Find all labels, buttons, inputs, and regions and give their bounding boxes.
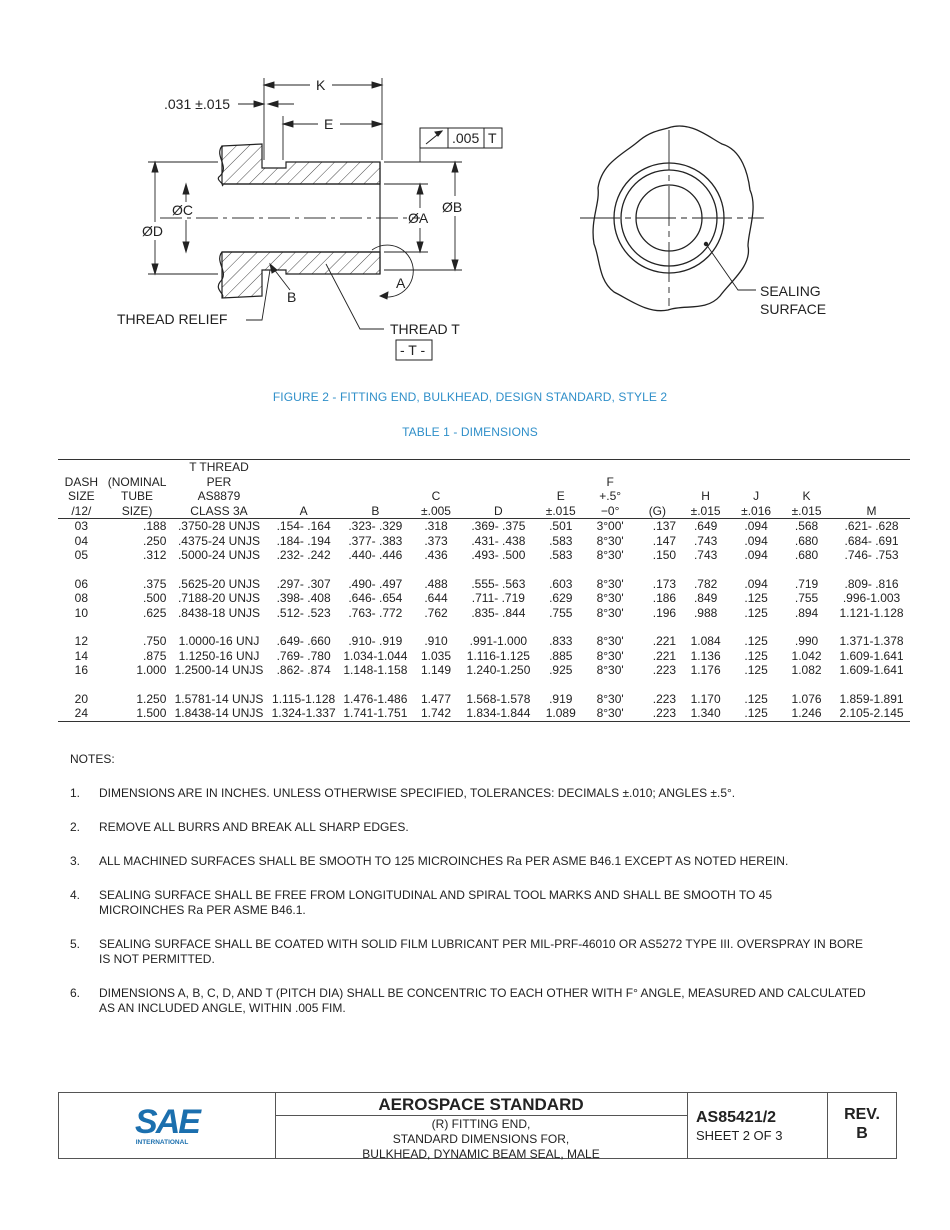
table-row <box>58 634 910 649</box>
table-cell: .196 <box>652 605 677 620</box>
table-cell: .746- .753 <box>844 548 899 562</box>
title-block <box>58 1092 897 1159</box>
group-spacer <box>58 563 910 577</box>
table-cell: 1.834-1.844 <box>466 706 531 720</box>
table-cell: 8°30' <box>596 634 624 648</box>
note-item <box>70 786 870 801</box>
table-cell: .323- .329 <box>348 519 403 533</box>
standard-heading: AEROSPACE STANDARD <box>275 1093 687 1116</box>
figure-caption: FIGURE 2 - FITTING END, BULKHEAD, DESIGN STANDARD, STYLE 2 <box>272 390 668 404</box>
table-cell: .184- .194 <box>276 533 331 548</box>
table-cell: .094 <box>744 576 768 591</box>
table-cell: .125 <box>744 691 768 706</box>
table-cell: 1.076 <box>791 691 822 706</box>
note-text: REMOVE ALL BURRS AND BREAK ALL SHARP EDGES. <box>99 820 409 834</box>
label-e: E <box>324 116 334 132</box>
table-cell: .988 <box>693 605 718 620</box>
table-cell: 1.115-1.128 <box>272 691 336 706</box>
table-cell: 1.476-1.486 <box>343 691 408 706</box>
table-cell: .312 <box>143 548 167 562</box>
table-cell: 1.324-1.337 <box>271 706 336 720</box>
sae-logo-text: SAE <box>135 1103 199 1141</box>
table-cell: 03 <box>74 519 89 533</box>
title-cell <box>275 1093 688 1161</box>
table-cell: .910 <box>424 634 448 648</box>
table-cell: .398- .408 <box>276 591 331 605</box>
document-number: AS85421/2 <box>696 1109 777 1126</box>
table-cell: .8438-18 UNJS <box>177 605 260 620</box>
table-cell: 1.2500-14 UNJS <box>174 663 264 677</box>
table-cell: .125 <box>744 648 768 663</box>
table-cell: .555- .563 <box>471 576 526 591</box>
table-cell: .490- .497 <box>348 576 403 591</box>
table-cell: 1.082 <box>791 663 822 677</box>
table-cell: .4375-24 UNJS <box>177 533 260 548</box>
table-cell: 8°30' <box>596 663 624 677</box>
table-row <box>58 663 910 678</box>
col-h: H ±.015 <box>690 489 721 518</box>
table-cell: 1.246 <box>791 706 822 720</box>
table-cell: .223 <box>652 663 677 677</box>
table-cell: .154- .164 <box>276 519 331 533</box>
table-cell: .910- .919 <box>348 634 403 648</box>
table-cell: .644 <box>424 591 448 605</box>
table-cell: .125 <box>744 663 768 677</box>
group-spacer <box>58 620 910 634</box>
table-cell: 8°30' <box>596 706 624 720</box>
table-cell: 06 <box>74 576 89 591</box>
label-dia-c: ØC <box>172 202 193 218</box>
table-cell: .5000-24 UNJS <box>177 548 260 562</box>
table-cell: 1.0000-16 UNJ <box>178 634 260 648</box>
label-dia-a: ØA <box>408 210 429 226</box>
label-datum-t: - T - <box>400 342 426 358</box>
table-cell: 1.042 <box>791 648 822 663</box>
table-cell: .568 <box>794 519 819 533</box>
note-text: ALL MACHINED SURFACES SHALL BE SMOOTH TO 125 MICROINCHES Ra PER ASME B46.1 EXCEPT AS NOTED HEREIN. <box>99 854 789 868</box>
table-cell: 05 <box>74 548 89 562</box>
notes-section <box>70 752 870 1035</box>
table-cell: 1.084 <box>690 634 721 648</box>
table-cell: 1.609-1.641 <box>839 648 904 663</box>
group-spacer <box>58 678 910 692</box>
table-cell: 1.741-1.751 <box>343 706 408 720</box>
table-cell: .512- .523 <box>276 605 331 620</box>
table-cell: .833 <box>549 634 573 648</box>
sae-logo-sub: INTERNATIONAL <box>135 1139 189 1146</box>
table-cell: .750 <box>143 634 167 648</box>
table-cell: .809- .816 <box>844 576 899 591</box>
table-cell: .743 <box>693 548 718 562</box>
table-row <box>58 534 910 549</box>
col-g: (G) <box>648 503 667 518</box>
table-cell: .186 <box>652 591 677 605</box>
table-cell: .875 <box>143 648 167 663</box>
table-cell: .232- .242 <box>276 548 331 562</box>
table-cell: .440- .446 <box>348 548 403 562</box>
table-cell: .377- .383 <box>348 533 403 548</box>
label-k: K <box>316 77 326 93</box>
table-cell: 8°30' <box>596 548 624 562</box>
note-number: 2. <box>70 820 81 834</box>
table-cell: .250 <box>143 533 167 548</box>
table-cell: .629 <box>549 591 573 605</box>
fcf-datum: T <box>488 130 497 146</box>
table-cell: .849 <box>693 591 718 605</box>
note-text: DIMENSIONS A, B, C, D, AND T (PITCH DIA) SHALL BE CONCENTRIC TO EACH OTHER WITH F° ANGLE, MEASURED AND CALCULATED AS AN INCLUDED ANGLE, WITHIN .005 FIM. <box>99 986 866 1015</box>
note-text: SEALING SURFACE SHALL BE FREE FROM LONGITUDINAL AND SPIRAL TOOL MARKS AND SHALL BE SMOOTH TO 45 MICROINCHES Ra PER ASME B46.1. <box>99 888 773 917</box>
table-cell: .297- .307 <box>276 576 331 591</box>
note-item <box>70 854 870 869</box>
table-cell: .711- .719 <box>471 591 525 605</box>
table-cell: .621- .628 <box>844 519 899 533</box>
table-cell: .991-1.000 <box>469 634 528 648</box>
table-cell: 8°30' <box>596 605 624 620</box>
lower-wall-section <box>222 252 380 298</box>
table-cell: .488 <box>424 576 448 591</box>
document-cell <box>687 1093 828 1158</box>
label-a: A <box>396 275 406 291</box>
label-relief-dim: .031 ±.015 <box>164 96 231 112</box>
table-cell: 1.477 <box>420 691 452 706</box>
table-cell: .680 <box>794 533 819 548</box>
note-number: 5. <box>70 937 81 951</box>
table-cell: .500 <box>143 591 167 605</box>
table-cell: 3°00' <box>596 519 624 533</box>
note-item <box>70 820 870 835</box>
label-sealing: SEALING <box>760 283 821 299</box>
table-cell: .223 <box>652 691 677 706</box>
table-cell: 1.035 <box>420 648 452 663</box>
table-cell: 8°30' <box>596 691 624 706</box>
table-cell: .137 <box>652 519 677 533</box>
table-cell: .646- .654 <box>348 591 403 605</box>
table-row <box>58 591 910 606</box>
table-cell: 1.5781-14 UNJS <box>174 691 264 706</box>
table-row <box>58 519 910 534</box>
note-item <box>70 888 870 918</box>
table-row <box>58 692 910 707</box>
title-line-2: STANDARD DIMENSIONS FOR, <box>392 1132 570 1146</box>
note-item <box>70 937 870 967</box>
notes-title: NOTES: <box>70 752 115 766</box>
table-cell: .493- .500 <box>471 548 526 562</box>
table-cell: 1.371-1.378 <box>839 634 904 648</box>
table-cell: 1.149 <box>420 663 452 677</box>
table-cell: 10 <box>74 605 89 620</box>
table-cell: .862- .874 <box>276 663 331 677</box>
table-cell: .762 <box>424 605 448 620</box>
table-cell: .7188-20 UNJS <box>177 591 260 605</box>
upper-wall-section <box>222 144 380 184</box>
table-cell: 8°30' <box>596 648 624 663</box>
table-cell: 8°30' <box>596 576 624 591</box>
table-cell: .147 <box>652 533 677 548</box>
table-cell: .925 <box>549 663 573 677</box>
sheet-number: SHEET 2 OF 3 <box>696 1128 783 1143</box>
table-cell: 1.742 <box>420 706 452 720</box>
table-cell: 1.136 <box>690 648 721 663</box>
note-number: 6. <box>70 986 81 1000</box>
table-cell: .835- .844 <box>471 605 526 620</box>
table-cell: 1.148-1.158 <box>343 663 408 677</box>
table-cell: 14 <box>74 648 89 663</box>
table-cell: 1.176 <box>690 663 721 677</box>
table-cell: 1.121-1.128 <box>839 605 904 620</box>
table-cell: .680 <box>794 548 819 562</box>
note-number: 4. <box>70 888 81 902</box>
table-cell: .318 <box>424 519 448 533</box>
table-cell: .431- .438 <box>471 533 526 548</box>
table-cell: 04 <box>74 533 89 548</box>
table-cell: .996-1.003 <box>842 591 901 605</box>
table-cell: .583 <box>549 548 573 562</box>
col-j: J ±.016 <box>741 489 772 518</box>
table-cell: 1.250 <box>136 691 167 706</box>
logo-cell <box>59 1093 276 1158</box>
table-cell: .583 <box>549 533 573 548</box>
table-cell: .684- .691 <box>844 533 899 548</box>
table-caption: TABLE 1 - DIMENSIONS <box>402 425 538 439</box>
table-cell: 1.000 <box>136 663 167 677</box>
table-cell: 1.089 <box>545 706 576 720</box>
table-row <box>58 606 910 621</box>
table-cell: .990 <box>794 634 819 648</box>
table-cell: 1.340 <box>690 706 721 720</box>
col-nominal: (NOMINAL TUBE SIZE) <box>107 474 167 518</box>
note-number: 1. <box>70 786 81 800</box>
table-cell: .094 <box>744 548 768 562</box>
fcf-value: .005 <box>452 130 480 146</box>
table-cell: .603 <box>549 576 573 591</box>
revision-value: B <box>856 1125 868 1142</box>
col-c: C ±.005 <box>421 489 451 518</box>
table-cell: 16 <box>74 663 89 677</box>
table-cell: 1.609-1.641 <box>839 663 904 677</box>
table-cell: .743 <box>693 533 718 548</box>
label-b: B <box>287 289 297 305</box>
col-a: A <box>299 503 308 518</box>
title-line-3: BULKHEAD, DYNAMIC BEAM SEAL, MALE <box>362 1147 600 1161</box>
note-text: DIMENSIONS ARE IN INCHES. UNLESS OTHERWISE SPECIFIED, TOLERANCES: DECIMALS ±.010; ANGLES ±.5°. <box>99 786 736 800</box>
table-cell: .719 <box>794 576 819 591</box>
table-cell: .150 <box>652 548 677 562</box>
table-cell: .125 <box>744 605 768 620</box>
table-cell: .125 <box>744 706 768 720</box>
table-cell: .885 <box>549 648 573 663</box>
col-b: B <box>371 503 380 518</box>
table-cell: .375 <box>143 576 167 591</box>
table-cell: .919 <box>549 691 573 706</box>
table-cell: .755 <box>549 605 573 620</box>
table-cell: .769- .780 <box>276 648 331 663</box>
table-cell: .763- .772 <box>348 605 403 620</box>
table-cell: .188 <box>143 519 167 533</box>
table-cell: 1.034-1.044 <box>343 648 408 663</box>
table-cell: 1.8438-14 UNJS <box>174 706 264 720</box>
table-cell: .221 <box>652 648 677 663</box>
table-cell: 8°30' <box>596 533 624 548</box>
table-cell: 1.240-1.250 <box>466 663 531 677</box>
label-thread-relief: THREAD RELIEF <box>117 311 228 327</box>
revision-label: REV. <box>844 1106 880 1123</box>
table-cell: 08 <box>74 591 89 605</box>
table-row <box>58 548 910 563</box>
table-cell: 1.170 <box>690 691 721 706</box>
col-d: D <box>494 503 503 518</box>
table-cell: .501 <box>549 519 573 533</box>
table-cell: .221 <box>652 634 677 648</box>
table-cell: .649- .660 <box>276 634 331 648</box>
table-cell: .894 <box>794 605 819 620</box>
table-cell: .625 <box>143 605 167 620</box>
table-cell: .094 <box>744 519 768 533</box>
col-dash: DASH SIZE /12/ <box>64 474 99 518</box>
table-cell: 1.116-1.125 <box>466 648 530 663</box>
table-cell: .125 <box>744 634 768 648</box>
table-cell: 1.859-1.891 <box>839 691 904 706</box>
note-number: 3. <box>70 854 81 868</box>
table-cell: .782 <box>693 576 718 591</box>
col-e: E ±.015 <box>545 489 576 518</box>
table-cell: .094 <box>744 533 768 548</box>
label-dia-b: ØB <box>442 199 463 215</box>
table-row <box>58 577 910 592</box>
table-header-row <box>58 460 910 519</box>
col-thread: T THREAD PER AS8879 CLASS 3A <box>189 460 249 518</box>
revision-cell <box>827 1093 897 1158</box>
table-cell: .436 <box>424 548 448 562</box>
table-cell: 1.1250-16 UNJ <box>178 648 260 663</box>
dimensions-table <box>58 459 910 722</box>
table-cell: .755 <box>794 591 819 605</box>
col-f: F +.5° −0° <box>599 474 622 518</box>
label-thread-t: THREAD T <box>390 321 460 337</box>
section-view <box>218 144 380 298</box>
table-cell: .373 <box>424 533 448 548</box>
table-cell: .125 <box>744 591 768 605</box>
table-cell: .3750-28 UNJS <box>177 519 260 533</box>
col-k: K ±.015 <box>791 489 822 518</box>
table-cell: .369- .375 <box>471 519 526 533</box>
col-m: M <box>866 503 877 518</box>
fitting-drawing <box>0 60 950 380</box>
table-cell: .173 <box>652 576 677 591</box>
table-cell: .649 <box>693 519 718 533</box>
note-item <box>70 986 870 1016</box>
title-line-1: (R) FITTING END, <box>431 1117 531 1131</box>
table-cell: 8°30' <box>596 591 624 605</box>
table-cell: 1.500 <box>136 706 167 720</box>
label-surface: SURFACE <box>760 301 827 317</box>
table-cell: .5625-20 UNJS <box>177 576 260 591</box>
dimensions <box>148 78 462 329</box>
table-cell: .223 <box>652 706 677 720</box>
table-cell: 2.105-2.145 <box>839 706 904 720</box>
table-cell: 1.568-1.578 <box>466 691 531 706</box>
table-cell: 12 <box>74 634 89 648</box>
sae-logo <box>59 1093 275 1158</box>
table-row <box>58 649 910 664</box>
table-row <box>58 706 910 721</box>
table-cell: 24 <box>74 706 89 720</box>
table-cell: 20 <box>74 691 89 706</box>
note-text: SEALING SURFACE SHALL BE COATED WITH SOLID FILM LUBRICANT PER MIL-PRF-46010 OR AS5272 TYPE III. OVERSPRAY IN BORE IS NOT PERMITTED. <box>99 937 863 966</box>
label-dia-d: ØD <box>142 223 163 239</box>
